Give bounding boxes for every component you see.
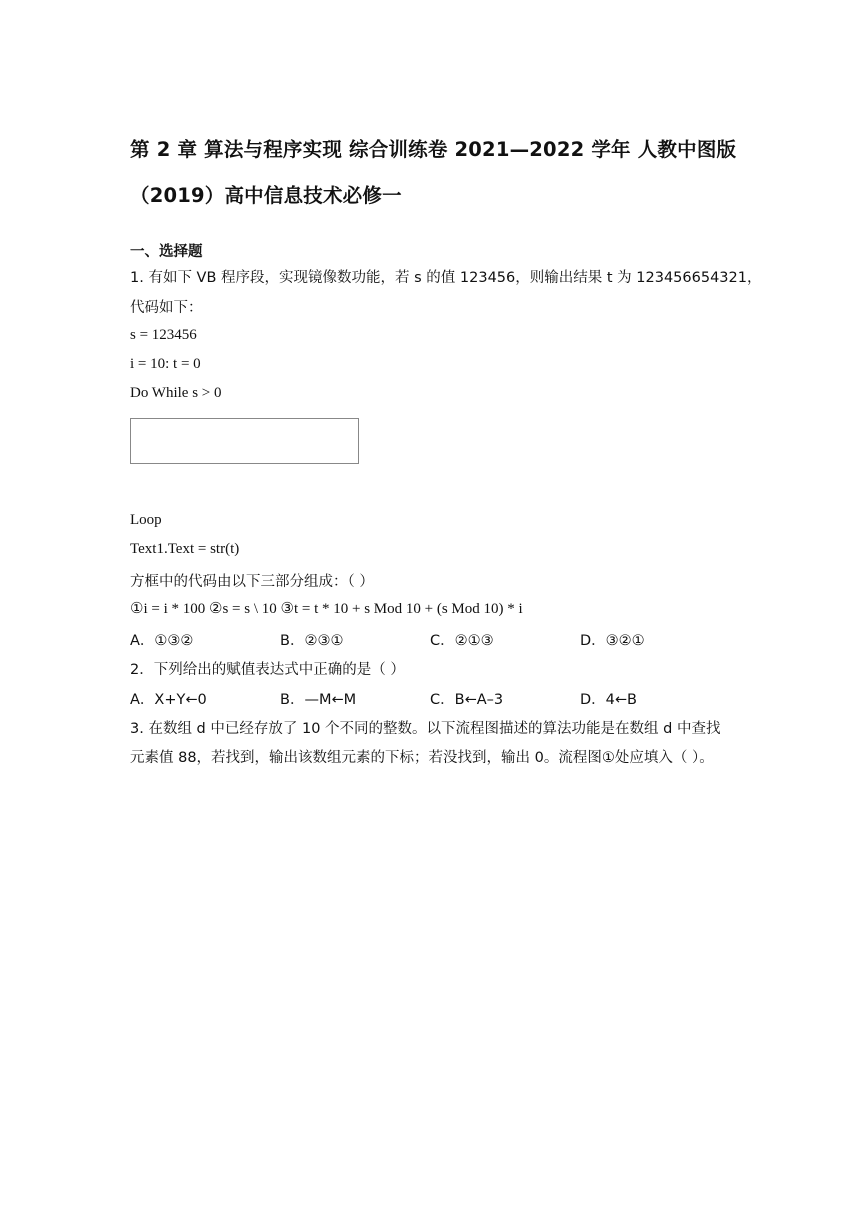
code-line-1: s = 123456 bbox=[130, 327, 197, 343]
code-line-3: Do While s > 0 bbox=[130, 385, 222, 401]
question-1-option-a: A．①③② bbox=[130, 633, 194, 649]
question-1-parts: ①i = i * 100 ②s = s \ 10 ③t = t * 10 + s Mod 10 + (s Mod 10) * i bbox=[130, 601, 523, 617]
question-3-stem-line-2: 元素值 88，若找到，输出该数组元素的下标；若没找到，输出 0。流程图①处应填入（ ）。 bbox=[130, 750, 714, 766]
document-title-line-1: 第 2 章 算法与程序实现 综合训练卷 2021—2022 学年 人教中图版 bbox=[130, 138, 737, 161]
question-2-option-c: C．B←A–3 bbox=[430, 692, 504, 708]
question-2-stem: 2．下列给出的赋值表达式中正确的是（ ） bbox=[130, 662, 405, 678]
question-2-option-d: D．4←B bbox=[580, 692, 637, 708]
question-2-option-b: B．—M←M bbox=[280, 692, 357, 708]
question-1-stem-line-2: 代码如下： bbox=[130, 300, 203, 316]
question-2-option-a: A．X+Y←0 bbox=[130, 692, 207, 708]
question-1-option-b: B．②③① bbox=[280, 633, 344, 649]
document-title-line-2: （2019）高中信息技术必修一 bbox=[130, 184, 402, 207]
question-1-prompt: 方框中的代码由以下三部分组成：（ ） bbox=[130, 574, 374, 590]
code-line-5: Text1.Text = str(t) bbox=[130, 541, 240, 557]
question-1-stem-line-1: 1. 有如下 VB 程序段，实现镜像数功能，若 s 的值 123456，则输出结果 t 为 123456654321， bbox=[130, 270, 762, 286]
question-1-option-d: D．③②① bbox=[580, 633, 645, 649]
code-line-2: i = 10: t = 0 bbox=[130, 356, 201, 372]
code-line-4: Loop bbox=[130, 512, 162, 528]
question-1-option-c: C．②①③ bbox=[430, 633, 494, 649]
code-fill-in-box bbox=[130, 418, 359, 464]
section-heading: 一、选择题 bbox=[130, 244, 203, 260]
question-3-stem-line-1: 3. 在数组 d 中已经存放了 10 个不同的整数。以下流程图描述的算法功能是在数组 d 中查找 bbox=[130, 721, 721, 737]
